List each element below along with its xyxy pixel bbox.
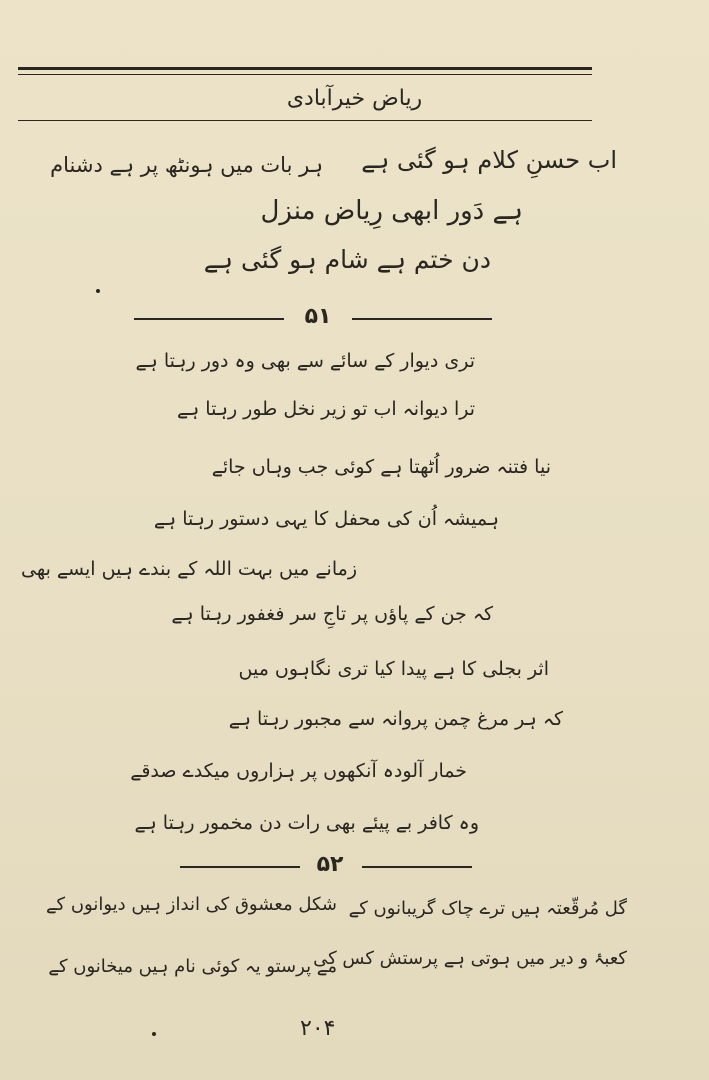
- verse-52-right-1: گل مُرقّعتہ ہیں ترے چاک گریبانوں کے: [348, 898, 627, 919]
- header-rule-top: [18, 67, 592, 70]
- verse-51-6: کہ جن کے پاؤں پر تاجِ سر فغفور رہتا ہے: [171, 603, 493, 625]
- verse-51-5: زمانے میں بہت اللہ کے بندے ہیں ایسے بھی: [21, 558, 357, 580]
- verse-51-3: نیا فتنہ ضرور اُٹھتا ہے کوئی جب وہاں جائے: [211, 456, 551, 478]
- section-52-rule-right: [362, 866, 472, 868]
- header-rule-bottom: [18, 120, 592, 121]
- couplet-line-3: دن ختم ہے شام ہو گئی ہے: [203, 245, 491, 274]
- verse-51-9: خمار آلودہ آنکھوں پر ہزاروں میکدے صدقے: [130, 760, 467, 782]
- ink-speck: [152, 1032, 156, 1036]
- header-rule-top-thin: [18, 74, 592, 75]
- verse-51-1: تری دیوار کے سائے سے بھی وہ دور رہتا ہے: [135, 350, 475, 372]
- verse-52-left-2: مے پرستو یہ کوئی نام ہیں میخانوں کے: [48, 956, 337, 977]
- verse-52-right-2: کعبۂ و دیر میں ہوتی ہے پرستش کس کی: [313, 948, 627, 969]
- couplet-line-2: ہے دَور ابھی رِیاض منزل: [260, 196, 523, 226]
- couplet-line-1-left: اب حسنِ کلام ہو گئی ہے: [361, 146, 617, 174]
- verse-51-7: اثر بجلی کا ہے پیدا کیا تری نگاہوں میں: [238, 658, 549, 680]
- section-52-number: ۵۲: [316, 852, 344, 877]
- section-51-number: ۵۱: [304, 304, 332, 329]
- verse-51-8: کہ ہر مرغ چمن پروانہ سے مجبور رہتا ہے: [228, 708, 563, 730]
- poet-name-header: ریاض خیرآبادی: [286, 86, 423, 111]
- section-51-rule-right: [352, 318, 492, 320]
- verse-51-4: ہمیشہ اُن کی محفل کا یہی دستور رہتا ہے: [153, 508, 499, 530]
- couplet-line-1-right: ہر بات میں ہونٹھ پر ہے دشنام: [50, 153, 323, 177]
- verse-51-10: وہ کافر بے پیئے بھی رات دن مخمور رہتا ہے: [134, 812, 479, 834]
- section-52-rule-left: [180, 866, 300, 868]
- section-51-rule-left: [134, 318, 284, 320]
- ink-speck: [96, 289, 100, 293]
- page-number: ۲۰۴: [300, 1016, 336, 1041]
- verse-51-2: ترا دیوانہ اب تو زیر نخل طور رہتا ہے: [177, 398, 475, 420]
- verse-52-left-1: شکل معشوق کی انداز ہیں دیوانوں کے: [45, 894, 337, 915]
